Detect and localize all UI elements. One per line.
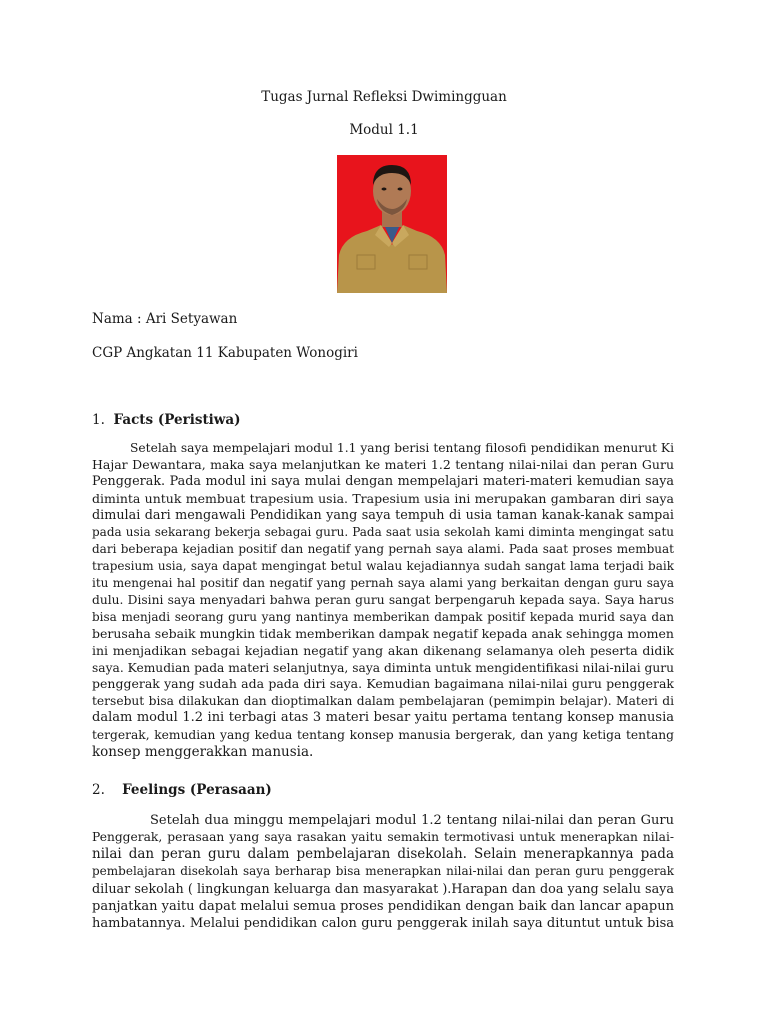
paragraph-line: Setelah saya mempelajari modul 1.1 yang berisi tentang filosofi pendidikan menurut Ki [130,441,674,455]
section2-number: 2. [92,782,105,798]
paragraph-line: pada usia sekarang bekerja sebagai guru. Pada saat usia sekolah kami diminta mengingat satu [92,525,674,540]
section2-heading [92,782,272,798]
paragraph-line: trapesium usia, saya dapat mengingat betul walau kejadiannya sudah sangat lama terjadi baik [92,559,674,574]
paragraph-line: dari beberapa kejadian positif dan negatif yang pernah saya alami. Pada saat proses membuat [92,542,674,557]
paragraph-line: nilai dan peran guru dalam pembelajaran disekolah. Selain menerapkannya pada [92,846,674,863]
paragraph-line: saya. Kemudian pada materi selanjutnya, saya diminta untuk mengidentifikasi nilai-nilai guru [92,660,674,675]
paragraph-line: penggerak yang sudah ada pada diri saya. Kemudian bagaimana nilai-nilai guru penggerak [92,676,674,692]
portrait-image [337,155,447,293]
paragraph-line: tergerak, kemudian yang kedua tentang konsep manusia bergerak, dan yang ketiga tentang [92,728,674,743]
paragraph-line: ini menjadikan sebagai kejadian negatif yang akan dikenang selamanya oleh peserta didik [92,642,674,658]
section2-title: Feelings (Perasaan) [122,782,272,798]
paragraph-line: diluar sekolah ( lingkungan keluarga dan masyarakat ).Harapan dan doa yang selalu saya [92,881,674,897]
paragraph-line: Hajar Dewantara, maka saya melanjutkan ke materi 1.2 tentang nilai-nilai dan peran Guru [92,456,674,472]
section1-heading [92,412,241,428]
cohort-line: CGP Angkatan 11 Kabupaten Wonogiri [92,345,358,361]
paragraph-line: Setelah dua minggu mempelajari modul 1.2 tentang nilai-nilai dan peran Guru [150,813,674,828]
paragraph-line: Penggerak, perasaan yang saya rasakan yaitu semakin termotivasi untuk menerapkan nilai- [92,830,674,845]
paragraph-line: konsep menggerakkan manusia. [92,744,314,761]
document-title: Tugas Jurnal Refleksi Dwimingguan [261,89,507,105]
section1-number: 1. [92,412,105,428]
section2-paragraph [92,812,674,932]
paragraph-line: berusaha sebaik mungkin tidak memberikan dampak negatif kepada anak sehingga momen [92,625,674,641]
paragraph-line: dulu. Disini saya menyadari bahwa peran guru sangat berpengaruh kepada saya. Saya harus [92,593,674,608]
profile-photo [337,155,447,293]
section1-title: Facts (Peristiwa) [113,412,241,428]
paragraph-line: diminta untuk membuat trapesium usia. Trapesium usia ini merupakan gambaran diri saya [92,490,674,506]
paragraph-line: tersebut bisa dilakukan dan dioptimalkan dalam pembelajaran (pemimpin belajar). Materi di [92,694,674,709]
paragraph-line: dalam modul 1.2 ini terbagi atas 3 materi besar yaitu pertama tentang konsep manusia [92,710,674,726]
paragraph-line: dimulai dari mengawali Pendidikan yang saya tempuh di usia taman kanak-kanak sampai [92,507,674,523]
section1-paragraph [92,440,674,761]
paragraph-line: panjatkan yaitu dapat melalui semua proses pendidikan dengan baik dan lancar apapun [92,898,674,914]
paragraph-line: pembelajaran disekolah saya berharap bisa menerapkan nilai-nilai dan peran guru penggerak [92,864,674,879]
name-line: Nama : Ari Setyawan [92,311,238,327]
paragraph-line: itu mengenai hal positif dan negatif yang pernah saya alami yang berkaitan dengan guru saya [92,576,674,591]
paragraph-line: bisa menjadi seorang guru yang nantinya memberikan dampak positif kepada murid saya dan [92,609,674,624]
module-label: Modul 1.1 [349,122,419,138]
paragraph-line: Penggerak. Pada modul ini saya mulai dengan mempelajari materi-materi kemudian saya [92,473,674,489]
paragraph-line: hambatannya. Melalui pendidikan calon guru penggerak inilah saya dituntut untuk bisa [92,915,674,931]
